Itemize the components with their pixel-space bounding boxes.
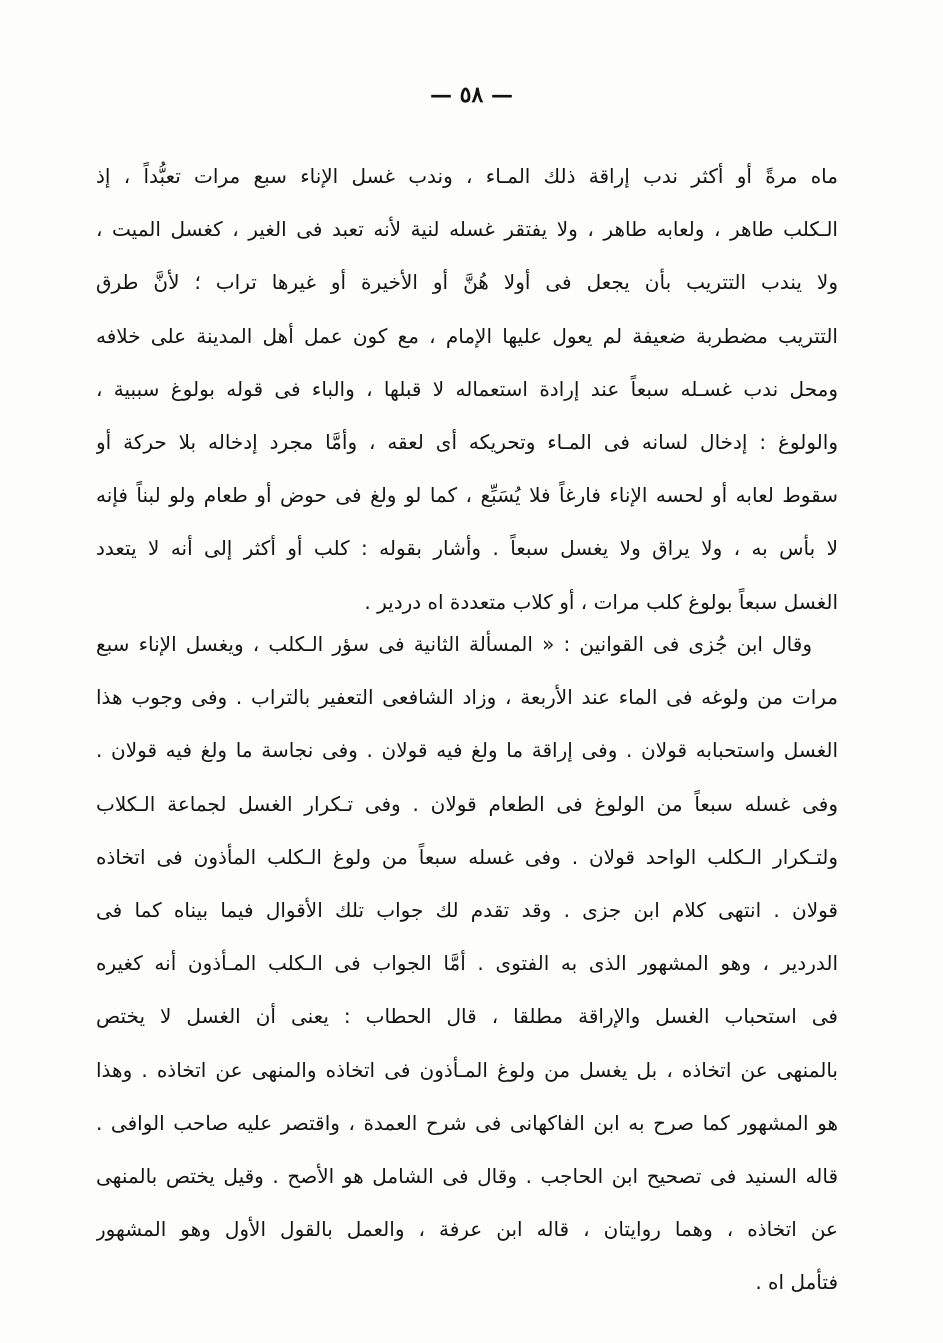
text-line: ماه مرةً أو أكثر ندب إراقة ذلك المـاء ، وندب غسل الإناء سبع مرات تعبُّداً ، إذ	[96, 164, 838, 188]
text-line: بالمنهى عن اتخاذه ، بل يغسل من ولوغ المـأذون فى اتخاذه والمنهى عن اتخاذه . وهذا	[96, 1057, 838, 1082]
text-line: مرات من ولوغه فى الماء عند الأربعة ، وزاد الشافعى التعفير بالتراب . وفى وجوب هذا	[96, 685, 838, 710]
text-line: قولان . انتهى كلام ابن جزى . وقد تقدم لك جواب تلك الأقوال فيما بيناه كما فى	[96, 897, 838, 922]
text-line: التتريب مضطربة ضعيفة لم يعول عليها الإمام ، مع كون عمل أهل المدينة على خلافه	[96, 323, 838, 348]
text-line: هو المشهور كما صرح به ابن الفاكهانى فى شرح العمدة ، واقتصر عليه صاحب الوافى .	[96, 1110, 838, 1135]
text-line: الغسل سبعاً بولوغ كلب مرات ، أو كلاب متعددة اه دردير .	[364, 589, 838, 614]
text-line: فى استحباب الغسل والإراقة مطلقا ، قال الحطاب : يعنى أن الغسل لا يختص	[96, 1004, 838, 1029]
text-line: سقوط لعابه أو لحسه الإناء فارغاً فلا يُسَبِّع ، كما لو ولغ فى حوض أو طعام ولو لبناً فإنه	[96, 483, 838, 508]
text-line: لا بأس به ، ولا يراق ولا يغسل سبعاً . وأشار بقوله : كلب أو أكثر إلى أنه لا يتعدد	[96, 536, 838, 561]
text-line: فتأمل اه .	[755, 1270, 838, 1295]
text-line: ولتـكرار الـكلب الواحد قولان . وفى غسله سبعاً من ولوغ الـكلب المأذون فى اتخاذه	[96, 844, 838, 869]
text-line: وقال ابن جُزى فى القوانين : « المسألة الثانية فى سؤر الـكلب ، ويغسل الإناء سبع	[96, 632, 812, 656]
paragraph-2	[96, 618, 838, 1309]
text-line: الغسل واستحبابه قولان . وفى إراقة ما ولغ فيه قولان . وفى نجاسة ما ولغ فيه قولان .	[96, 738, 838, 763]
text-line: ولا يندب التتريب بأن يجعل فى أولا هُنَّ أو الأخيرة أو غيرها تراب ؛ لأنَّ طرق	[96, 270, 838, 295]
text-line: عن اتخاذه ، وهما روايتان ، قاله ابن عرفة ، والعمل بالقول الأول وهو المشهور	[96, 1217, 838, 1242]
text-line: الدردير ، وهو المشهور الذى به الفتوى . أمَّا الجواب فى الـكلب المـأذون أنه كغيره	[96, 951, 838, 976]
page-number: — ٥٨ —	[430, 82, 513, 108]
text-line: قاله السنيد فى تصحيح ابن الحاجب . وقال فى الشامل هو الأصح . وقيل يختص بالمنهى	[96, 1163, 838, 1188]
text-line: الـكلب طاهر ، ولعابه طاهر ، ولا يفتقر غسله لنية لأنه تعبد فى الغير ، كغسل الميت ،	[96, 217, 838, 242]
text-line: وفى غسله سبعاً من الولوغ فى الطعام قولان . وفى تـكرار الغسل لجماعة الـكلاب	[96, 791, 838, 816]
text-line: والولوغ : إدخال لسانه فى المـاء وتحريكه أى لعقه ، وأمَّا مجرد إدخاله بلا حركة أو	[96, 429, 838, 454]
paragraph-1	[96, 150, 838, 629]
text-line: ومحل ندب غسـله سبعاً عند إرادة استعماله لا قبلها ، والباء فى قوله بولوغ سببية ،	[96, 376, 838, 401]
